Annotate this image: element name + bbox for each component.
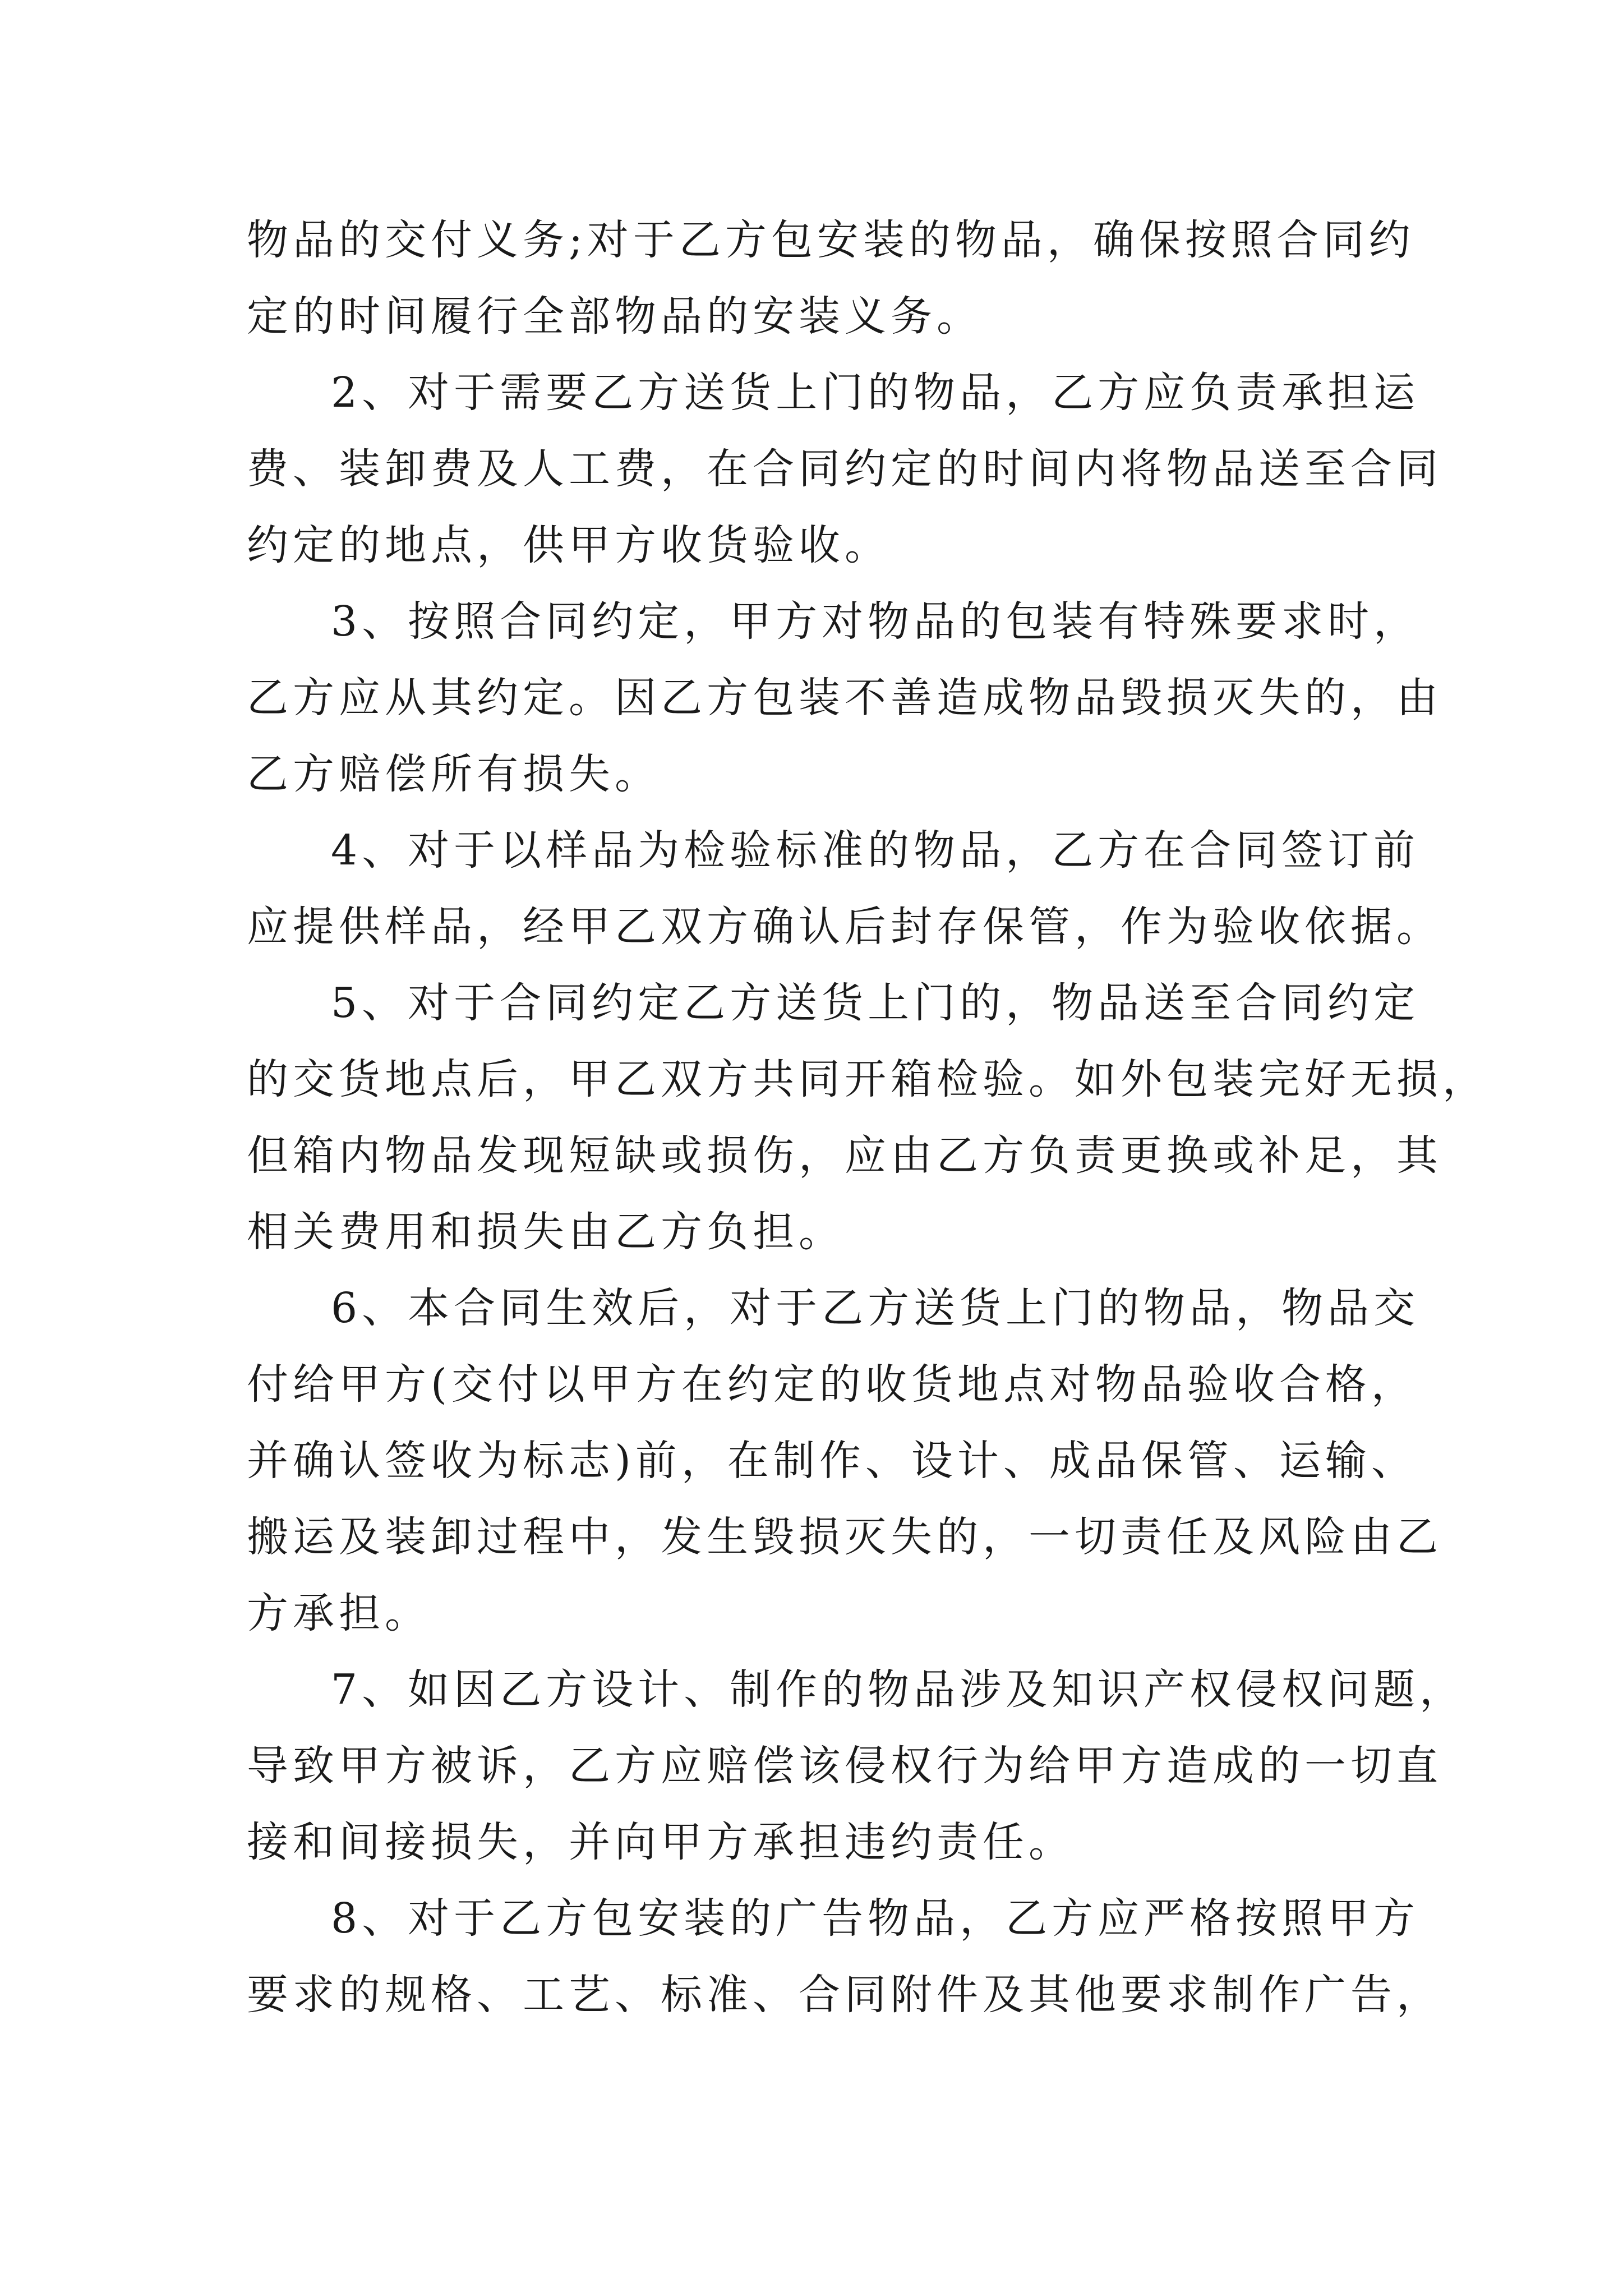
document-line: 7、如因乙方设计、制作的物品涉及知识产权侵权问题， (331, 1665, 1466, 1714)
document-line: 2、对于需要乙方送货上门的物品，乙方应负责承担运 (331, 369, 1420, 417)
document-line: 8、对于乙方包安装的广告物品，乙方应严格按照甲方 (331, 1894, 1420, 1943)
document-line: 应提供样品，经甲乙双方确认后封存保管，作为验收依据。 (247, 903, 1442, 951)
document-line: 方承担。 (247, 1589, 431, 1637)
document-line: 约定的地点，供甲方收货验收。 (247, 521, 891, 569)
document-line: 接和间接损失，并向甲方承担违约责任。 (247, 1818, 1075, 1866)
document-line: 3、按照合同约定，甲方对物品的包装有特殊要求时， (331, 597, 1420, 646)
document-line: 相关费用和损失由乙方负担。 (247, 1208, 845, 1256)
document-line: 定的时间履行全部物品的安装义务。 (247, 292, 983, 341)
document-line: 物品的交付义务;对于乙方包安装的物品，确保按照合同约 (247, 216, 1415, 264)
document-line: 付给甲方(交付以甲方在约定的收货地点对物品验收合格， (247, 1360, 1417, 1409)
document-line: 但箱内物品发现短缺或损伤，应由乙方负责更换或补足，其 (247, 1131, 1442, 1180)
document-line: 的交货地点后，甲乙双方共同开箱检验。如外包装完好无损， (247, 1055, 1488, 1103)
document-line: 乙方应从其约定。因乙方包装不善造成物品毁损灭失的，由 (247, 674, 1442, 722)
document-line: 费、装卸费及人工费，在合同约定的时间内将物品送至合同 (247, 445, 1442, 493)
document-line: 要求的规格、工艺、标准、合同附件及其他要求制作广告， (247, 1971, 1442, 2019)
document-line: 4、对于以样品为检验标准的物品，乙方在合同签订前 (331, 826, 1420, 875)
document-line: 导致甲方被诉，乙方应赔偿该侵权行为给甲方造成的一切直 (247, 1742, 1442, 1790)
document-line: 并确认签收为标志)前，在制作、设计、成品保管、运输、 (247, 1437, 1417, 1485)
document-line: 5、对于合同约定乙方送货上门的，物品送至合同约定 (331, 979, 1420, 1027)
document-line: 6、本合同生效后，对于乙方送货上门的物品，物品交 (331, 1284, 1420, 1332)
document-line: 乙方赔偿所有损失。 (247, 750, 661, 798)
document-line: 搬运及装卸过程中，发生毁损灭失的，一切责任及风险由乙 (247, 1513, 1442, 1561)
document-body (247, 202, 1488, 2033)
